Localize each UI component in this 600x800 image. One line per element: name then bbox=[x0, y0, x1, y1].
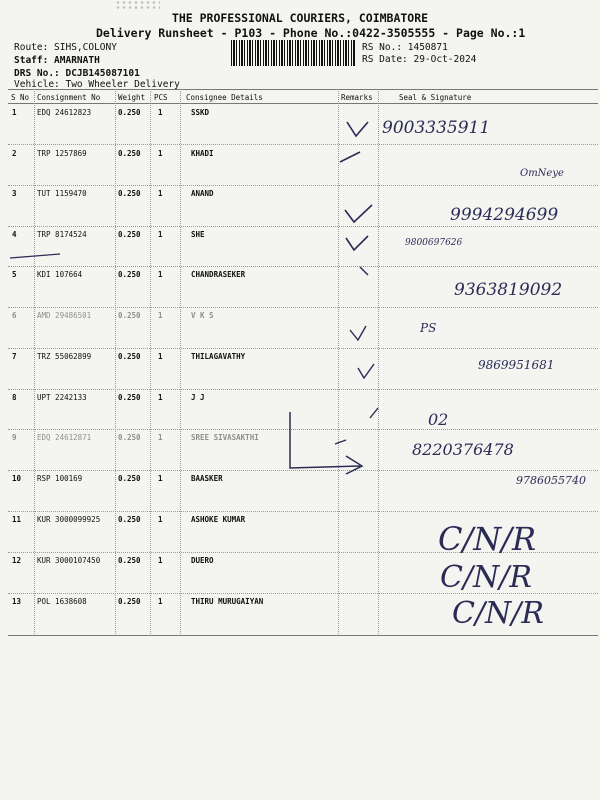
col-header-consignment: Consignment No bbox=[37, 93, 101, 102]
tick-mark bbox=[350, 326, 366, 340]
row-consignee: KHADI bbox=[191, 149, 214, 158]
row-consignee: BAASKER bbox=[191, 474, 223, 483]
runsheet-subtitle: Delivery Runsheet - P103 - Phone No.:0422-3505555 - Page No.:1 bbox=[96, 26, 526, 40]
signature-note: C/N/R bbox=[452, 596, 545, 631]
row-consignee: ASHOKE KUMAR bbox=[191, 515, 246, 524]
row-pcs: 1 bbox=[158, 189, 163, 198]
row-pcs: 1 bbox=[158, 352, 163, 361]
col-header-remarks: Remarks bbox=[341, 93, 373, 102]
row-sno: 5 bbox=[12, 270, 17, 279]
row-consignment: RSP 100169 bbox=[37, 474, 83, 483]
row-consignee: DUERO bbox=[191, 556, 214, 565]
row-consignee: SREE SIVASAKTHI bbox=[191, 433, 259, 442]
row-consignment: TRP 8174524 bbox=[37, 230, 87, 239]
row-pcs: 1 bbox=[158, 393, 163, 402]
row-consignment: EDQ 24612871 bbox=[37, 433, 92, 442]
row-sno: 7 bbox=[12, 352, 17, 361]
col-header-sno: S No bbox=[11, 93, 30, 102]
rs-number: RS No.: 1450871 bbox=[362, 42, 448, 53]
col-header-weight: Weight bbox=[118, 93, 146, 102]
row-weight: 0.250 bbox=[118, 597, 141, 606]
signature-note: C/N/R bbox=[438, 520, 537, 558]
row-consignee: THILAGAVATHY bbox=[191, 352, 246, 361]
row-weight: 0.250 bbox=[118, 515, 141, 524]
dash-mark bbox=[335, 440, 346, 444]
row-consignment: AMD 29486501 bbox=[37, 311, 92, 320]
row-pcs: 1 bbox=[158, 230, 163, 239]
route-label: Route: SIHS,COLONY bbox=[14, 42, 117, 53]
col-header-pcs: PCS bbox=[154, 93, 168, 102]
row-consignment: KDI 107664 bbox=[37, 270, 83, 279]
row-sno: 1 bbox=[12, 108, 17, 117]
tick-mark bbox=[346, 236, 368, 250]
row-consignment: UPT 2242133 bbox=[37, 393, 87, 402]
row-weight: 0.250 bbox=[118, 270, 141, 279]
row-consignment: KUR 3000099925 bbox=[37, 515, 101, 524]
company-title: THE PROFESSIONAL COURIERS, COIMBATORE bbox=[171, 11, 429, 25]
signature-note: 02 bbox=[428, 410, 449, 429]
row-weight: 0.250 bbox=[118, 189, 141, 198]
row-consignee: SHE bbox=[191, 230, 205, 239]
dash-mark bbox=[340, 152, 360, 162]
arrow-mark bbox=[290, 412, 362, 474]
row-weight: 0.250 bbox=[118, 149, 141, 158]
row-sno: 12 bbox=[12, 556, 22, 565]
row-weight: 0.250 bbox=[118, 556, 141, 565]
tick-mark bbox=[345, 205, 372, 222]
row-consignee: THIRU MURUGAIYAN bbox=[191, 597, 264, 606]
drs-number: DRS No.: DCJB145087101 bbox=[14, 68, 140, 79]
col-header-consignee: Consignee Details bbox=[186, 93, 263, 102]
row-weight: 0.250 bbox=[118, 311, 141, 320]
row-consignment: TRZ 55062899 bbox=[37, 352, 92, 361]
row-consignee: V K S bbox=[191, 311, 214, 320]
row-pcs: 1 bbox=[158, 515, 163, 524]
signature-note: 9800697626 bbox=[405, 238, 463, 248]
row-pcs: 1 bbox=[158, 474, 163, 483]
row-pcs: 1 bbox=[158, 311, 163, 320]
row-weight: 0.250 bbox=[118, 230, 141, 239]
signature-note: 8220376478 bbox=[412, 440, 514, 459]
row-consignee: J J bbox=[191, 393, 205, 402]
row-sno: 9 bbox=[12, 433, 17, 442]
row-pcs: 1 bbox=[158, 597, 163, 606]
row-pcs: 1 bbox=[158, 108, 163, 117]
vehicle-label: Vehicle: Two Wheeler Delivery bbox=[14, 79, 180, 90]
row-weight: 0.250 bbox=[118, 474, 141, 483]
row-weight: 0.250 bbox=[118, 433, 141, 442]
rs-date: RS Date: 29-Oct-2024 bbox=[362, 54, 477, 65]
row-weight: 0.250 bbox=[118, 352, 141, 361]
row-consignment: KUR 3000107450 bbox=[37, 556, 101, 565]
row-consignment: TUT 1159470 bbox=[37, 189, 87, 198]
row-consignee: CHANDRASEKER bbox=[191, 270, 246, 279]
signature-note: C/N/R bbox=[440, 560, 533, 595]
signature-note: PS bbox=[420, 321, 437, 335]
row-sno: 6 bbox=[12, 311, 17, 320]
signature-note: 9363819092 bbox=[454, 280, 563, 300]
row-consignment: POL 1638608 bbox=[37, 597, 87, 606]
signature-note: 9786055740 bbox=[516, 474, 586, 487]
tick-mark bbox=[347, 122, 368, 136]
signature-note: OmNeye bbox=[520, 168, 564, 179]
row-sno: 4 bbox=[12, 230, 17, 239]
signature-note: 9869951681 bbox=[478, 358, 555, 372]
row-sno: 11 bbox=[12, 515, 22, 524]
row-consignment: EDQ 24612823 bbox=[37, 108, 92, 117]
row-consignee: SSKD bbox=[191, 108, 210, 117]
signature-note: 9994294699 bbox=[450, 205, 559, 225]
row-weight: 0.250 bbox=[118, 108, 141, 117]
tick-mark bbox=[370, 408, 378, 418]
stray-line bbox=[10, 254, 60, 258]
row-sno: 2 bbox=[12, 149, 17, 158]
row-pcs: 1 bbox=[158, 270, 163, 279]
row-pcs: 1 bbox=[158, 556, 163, 565]
row-pcs: 1 bbox=[158, 149, 163, 158]
row-sno: 3 bbox=[12, 189, 17, 198]
tick-mark bbox=[358, 364, 374, 378]
row-weight: 0.250 bbox=[118, 393, 141, 402]
row-consignee: ANAND bbox=[191, 189, 214, 198]
row-pcs: 1 bbox=[158, 433, 163, 442]
tick-mark bbox=[360, 267, 368, 275]
row-sno: 10 bbox=[12, 474, 22, 483]
col-header-signature: Seal & Signature bbox=[399, 93, 472, 102]
staff-label: Staff: AMARNATH bbox=[14, 55, 100, 66]
row-consignment: TRP 1257869 bbox=[37, 149, 87, 158]
signature-note: 9003335911 bbox=[382, 118, 491, 138]
row-sno: 13 bbox=[12, 597, 22, 606]
row-sno: 8 bbox=[12, 393, 17, 402]
